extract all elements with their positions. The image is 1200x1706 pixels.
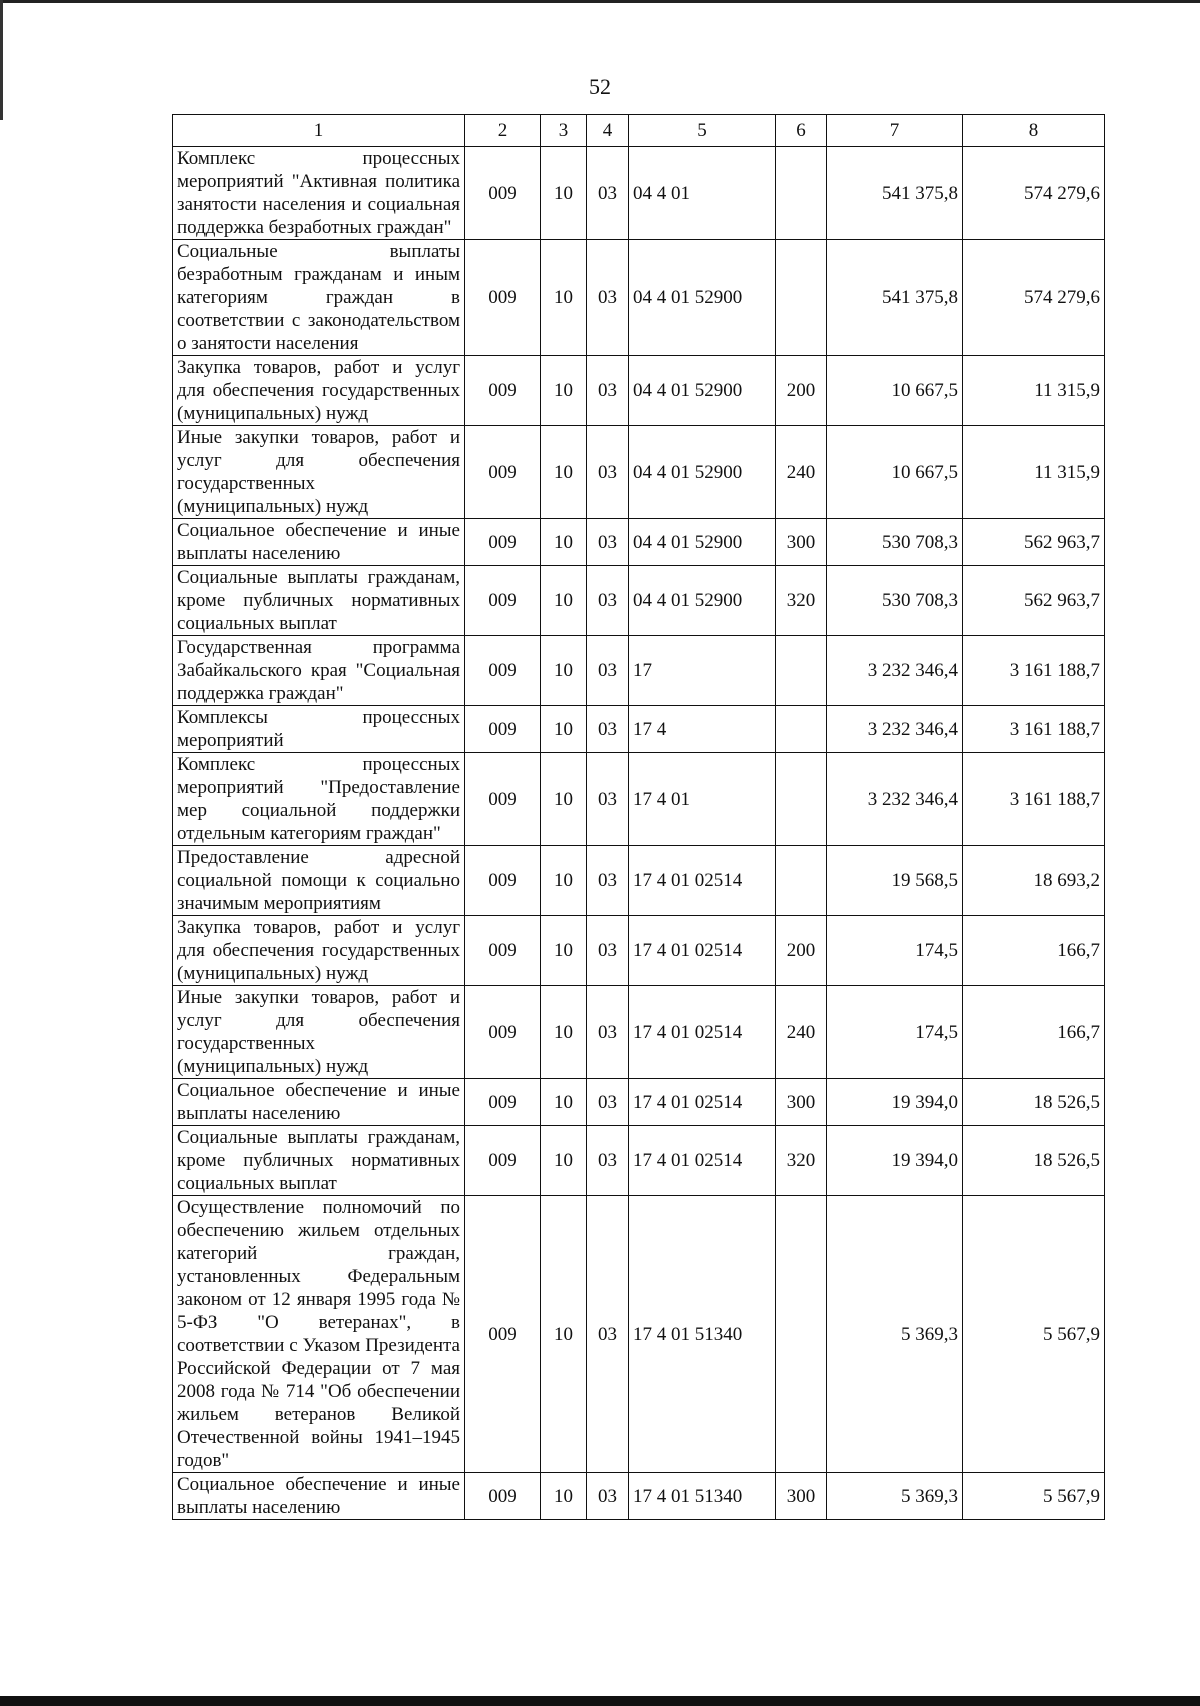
target-article-cell: 17 4	[629, 706, 776, 753]
section-cell: 10	[541, 1473, 587, 1520]
amount-year2-cell: 3 161 188,7	[963, 706, 1105, 753]
amount-year2-cell: 11 315,9	[963, 426, 1105, 519]
table-row	[173, 356, 1105, 426]
amount-year2-cell: 11 315,9	[963, 356, 1105, 426]
expense-type-cell	[776, 706, 827, 753]
subsection-cell: 03	[587, 519, 629, 566]
admin-code-cell: 009	[465, 147, 541, 240]
section-cell: 10	[541, 916, 587, 986]
subsection-cell: 03	[587, 706, 629, 753]
target-article-cell: 04 4 01	[629, 147, 776, 240]
expense-type-cell: 300	[776, 1473, 827, 1520]
scan-border-top	[0, 0, 1200, 3]
page-number: 52	[589, 74, 611, 99]
admin-code-cell: 009	[465, 519, 541, 566]
column-header: 6	[776, 115, 827, 147]
amount-year1-cell: 3 232 346,4	[827, 706, 963, 753]
amount-year1-cell: 174,5	[827, 916, 963, 986]
amount-year1-cell: 530 708,3	[827, 519, 963, 566]
expense-type-cell: 300	[776, 1079, 827, 1126]
amount-year2-cell: 5 567,9	[963, 1196, 1105, 1473]
table-row	[173, 240, 1105, 356]
table-row	[173, 566, 1105, 636]
amount-year2-cell: 18 526,5	[963, 1079, 1105, 1126]
target-article-cell: 17 4 01 02514	[629, 1126, 776, 1196]
expense-type-cell: 240	[776, 426, 827, 519]
amount-year2-cell: 18 526,5	[963, 1126, 1105, 1196]
subsection-cell: 03	[587, 240, 629, 356]
table-row	[173, 986, 1105, 1079]
amount-year2-cell: 562 963,7	[963, 566, 1105, 636]
row-name-cell: Комплекс процессных мероприятий "Предоставление мер социальной поддержки отдельным категориям граждан"	[173, 753, 465, 846]
admin-code-cell: 009	[465, 566, 541, 636]
target-article-cell: 17 4 01 02514	[629, 986, 776, 1079]
table-row	[173, 1079, 1105, 1126]
row-name-cell: Иные закупки товаров, работ и услуг для обеспечения государственных (муниципальных) нужд	[173, 426, 465, 519]
amount-year2-cell: 574 279,6	[963, 147, 1105, 240]
target-article-cell: 17 4 01 02514	[629, 1079, 776, 1126]
amount-year1-cell: 3 232 346,4	[827, 753, 963, 846]
admin-code-cell: 009	[465, 753, 541, 846]
target-article-cell: 17 4 01	[629, 753, 776, 846]
subsection-cell: 03	[587, 986, 629, 1079]
expense-type-cell: 320	[776, 1126, 827, 1196]
admin-code-cell: 009	[465, 1473, 541, 1520]
amount-year1-cell: 5 369,3	[827, 1196, 963, 1473]
row-name-cell: Социальные выплаты гражданам, кроме публичных нормативных социальных выплат	[173, 566, 465, 636]
target-article-cell: 17 4 01 02514	[629, 846, 776, 916]
section-cell: 10	[541, 519, 587, 566]
amount-year1-cell: 5 369,3	[827, 1473, 963, 1520]
expense-type-cell	[776, 240, 827, 356]
target-article-cell: 04 4 01 52900	[629, 356, 776, 426]
row-name-cell: Закупка товаров, работ и услуг для обеспечения государственных (муниципальных) нужд	[173, 916, 465, 986]
target-article-cell: 04 4 01 52900	[629, 240, 776, 356]
target-article-cell: 17 4 01 02514	[629, 916, 776, 986]
table-row	[173, 147, 1105, 240]
amount-year2-cell: 18 693,2	[963, 846, 1105, 916]
expense-type-cell	[776, 636, 827, 706]
row-name-cell: Закупка товаров, работ и услуг для обеспечения государственных (муниципальных) нужд	[173, 356, 465, 426]
admin-code-cell: 009	[465, 916, 541, 986]
admin-code-cell: 009	[465, 240, 541, 356]
row-name-cell: Осуществление полномочий по обеспечению жильем отдельных категорий граждан, установленных Федеральным законом от 12 января 1995 года № 5-ФЗ "О ветеранах", в соответствии с Указом Президента Российской Федерации от 7 мая 2008 года № 714 "Об обеспечении жильем ветеранов Великой Отечественной войны 1941–1945 годов"	[173, 1196, 465, 1473]
admin-code-cell: 009	[465, 636, 541, 706]
table-body	[173, 147, 1105, 1520]
subsection-cell: 03	[587, 636, 629, 706]
row-name-cell: Социальное обеспечение и иные выплаты населению	[173, 1473, 465, 1520]
target-article-cell: 04 4 01 52900	[629, 566, 776, 636]
table-row	[173, 1126, 1105, 1196]
row-name-cell: Социальное обеспечение и иные выплаты населению	[173, 519, 465, 566]
amount-year1-cell: 10 667,5	[827, 426, 963, 519]
section-cell: 10	[541, 426, 587, 519]
row-name-cell: Государственная программа Забайкальского края "Социальная поддержка граждан"	[173, 636, 465, 706]
table-row	[173, 846, 1105, 916]
section-cell: 10	[541, 1079, 587, 1126]
amount-year1-cell: 174,5	[827, 986, 963, 1079]
amount-year2-cell: 5 567,9	[963, 1473, 1105, 1520]
subsection-cell: 03	[587, 1473, 629, 1520]
table-row	[173, 636, 1105, 706]
subsection-cell: 03	[587, 1079, 629, 1126]
target-article-cell: 17 4 01 51340	[629, 1473, 776, 1520]
expense-type-cell: 240	[776, 986, 827, 1079]
admin-code-cell: 009	[465, 1079, 541, 1126]
row-name-cell: Предоставление адресной социальной помощи к социально значимым мероприятиям	[173, 846, 465, 916]
amount-year1-cell: 10 667,5	[827, 356, 963, 426]
table-row	[173, 706, 1105, 753]
column-header: 5	[629, 115, 776, 147]
section-cell: 10	[541, 1126, 587, 1196]
column-header: 2	[465, 115, 541, 147]
table-row	[173, 753, 1105, 846]
subsection-cell: 03	[587, 753, 629, 846]
target-article-cell: 04 4 01 52900	[629, 519, 776, 566]
amount-year1-cell: 19 568,5	[827, 846, 963, 916]
admin-code-cell: 009	[465, 356, 541, 426]
column-header: 3	[541, 115, 587, 147]
scan-border-left	[0, 0, 3, 120]
expense-type-cell: 300	[776, 519, 827, 566]
amount-year1-cell: 19 394,0	[827, 1079, 963, 1126]
admin-code-cell: 009	[465, 846, 541, 916]
table-header-row	[173, 115, 1105, 147]
admin-code-cell: 009	[465, 426, 541, 519]
subsection-cell: 03	[587, 147, 629, 240]
section-cell: 10	[541, 147, 587, 240]
expense-type-cell: 320	[776, 566, 827, 636]
amount-year2-cell: 166,7	[963, 986, 1105, 1079]
row-name-cell: Социальные выплаты гражданам, кроме публичных нормативных социальных выплат	[173, 1126, 465, 1196]
expense-type-cell	[776, 846, 827, 916]
section-cell: 10	[541, 566, 587, 636]
row-name-cell: Комплекс процессных мероприятий "Активная политика занятости населения и социальная поддержка безработных граждан"	[173, 147, 465, 240]
admin-code-cell: 009	[465, 1126, 541, 1196]
subsection-cell: 03	[587, 916, 629, 986]
amount-year1-cell: 530 708,3	[827, 566, 963, 636]
amount-year2-cell: 574 279,6	[963, 240, 1105, 356]
amount-year1-cell: 541 375,8	[827, 240, 963, 356]
admin-code-cell: 009	[465, 1196, 541, 1473]
budget-table	[172, 114, 1105, 1520]
amount-year2-cell: 562 963,7	[963, 519, 1105, 566]
subsection-cell: 03	[587, 1196, 629, 1473]
column-header: 7	[827, 115, 963, 147]
section-cell: 10	[541, 1196, 587, 1473]
column-header: 1	[173, 115, 465, 147]
target-article-cell: 17	[629, 636, 776, 706]
subsection-cell: 03	[587, 356, 629, 426]
amount-year2-cell: 166,7	[963, 916, 1105, 986]
expense-type-cell	[776, 753, 827, 846]
subsection-cell: 03	[587, 846, 629, 916]
table-row	[173, 519, 1105, 566]
section-cell: 10	[541, 753, 587, 846]
section-cell: 10	[541, 240, 587, 356]
row-name-cell: Комплексы процессных мероприятий	[173, 706, 465, 753]
section-cell: 10	[541, 706, 587, 753]
expense-type-cell: 200	[776, 356, 827, 426]
subsection-cell: 03	[587, 1126, 629, 1196]
section-cell: 10	[541, 356, 587, 426]
scan-border-bottom	[0, 1696, 1200, 1706]
section-cell: 10	[541, 636, 587, 706]
table-row	[173, 1196, 1105, 1473]
expense-type-cell	[776, 1196, 827, 1473]
column-header: 8	[963, 115, 1105, 147]
amount-year1-cell: 541 375,8	[827, 147, 963, 240]
expense-type-cell	[776, 147, 827, 240]
subsection-cell: 03	[587, 426, 629, 519]
amount-year2-cell: 3 161 188,7	[963, 753, 1105, 846]
section-cell: 10	[541, 986, 587, 1079]
row-name-cell: Иные закупки товаров, работ и услуг для обеспечения государственных (муниципальных) нужд	[173, 986, 465, 1079]
amount-year1-cell: 3 232 346,4	[827, 636, 963, 706]
admin-code-cell: 009	[465, 986, 541, 1079]
target-article-cell: 04 4 01 52900	[629, 426, 776, 519]
row-name-cell: Социальное обеспечение и иные выплаты населению	[173, 1079, 465, 1126]
amount-year2-cell: 3 161 188,7	[963, 636, 1105, 706]
expense-type-cell: 200	[776, 916, 827, 986]
table-row	[173, 426, 1105, 519]
amount-year1-cell: 19 394,0	[827, 1126, 963, 1196]
column-header: 4	[587, 115, 629, 147]
target-article-cell: 17 4 01 51340	[629, 1196, 776, 1473]
section-cell: 10	[541, 846, 587, 916]
table-row	[173, 1473, 1105, 1520]
admin-code-cell: 009	[465, 706, 541, 753]
row-name-cell: Социальные выплаты безработным гражданам и иным категориям граждан в соответствии с законодательством о занятости населения	[173, 240, 465, 356]
table-row	[173, 916, 1105, 986]
subsection-cell: 03	[587, 566, 629, 636]
